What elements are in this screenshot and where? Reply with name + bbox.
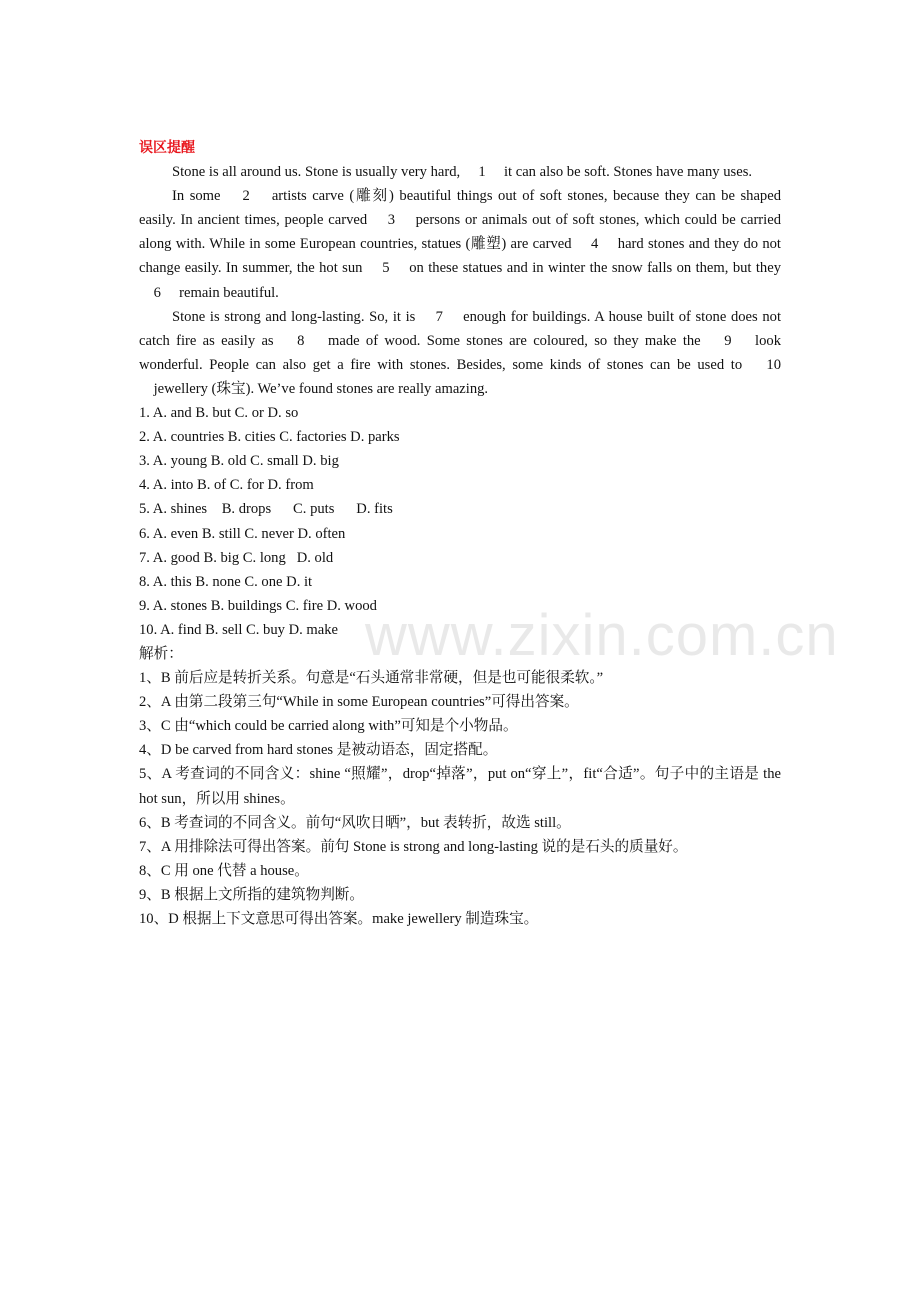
question-item: 9. A. stones B. buildings C. fire D. wood bbox=[139, 597, 377, 614]
document-body bbox=[139, 136, 781, 931]
analysis-item: 5、A 考查词的不同含义：shine “照耀”，drop“掉落”，put on“穿上”，fit“合适”。句子中的主语是 the hot sun，所以用 shines。 bbox=[139, 766, 781, 807]
analysis-item: 7、A 用排除法可得出答案。前句 Stone is strong and long-lasting 说的是石头的质量好。 bbox=[139, 838, 688, 855]
analysis-item: 2、A 由第二段第三句“While in some European countries”可得出答案。 bbox=[139, 694, 579, 711]
analysis-list bbox=[139, 666, 781, 931]
question-item: 7. A. good B. big C. long D. old bbox=[139, 549, 334, 566]
analysis-item: 8、C 用 one 代替 a house。 bbox=[139, 862, 309, 879]
analysis-item: 6、B 考查词的不同含义。前句“风吹日晒”，but 表转折，故选 still。 bbox=[139, 814, 571, 831]
analysis-item: 9、B 根据上文所指的建筑物判断。 bbox=[139, 886, 364, 903]
analysis-label: 解析： bbox=[139, 645, 183, 662]
passage-paragraph-1: Stone is all around us. Stone is usually very hard, 1 it can also be soft. Stones have many uses. bbox=[172, 164, 753, 181]
question-item: 10. A. find B. sell C. buy D. make bbox=[139, 621, 339, 638]
watermark: www.zixin.com.cn bbox=[365, 603, 839, 668]
question-item: 1. A. and B. but C. or D. so bbox=[139, 405, 299, 422]
question-item: 3. A. young B. old C. small D. big bbox=[139, 453, 339, 470]
passage-paragraph-3: Stone is strong and long-lasting. So, it is 7 enough for buildings. A house built of stone does not catch fire as easily as 8 made of wood. Some stones are coloured, so they make the 9 look wonderful. People can also get a fire with stones. Besides, some kinds of stones can be used to 10 jewellery (珠宝). We’ve found stones are really amazing. bbox=[139, 308, 781, 397]
section-heading: 误区提醒 bbox=[139, 140, 195, 156]
analysis-item: 4、D be carved from hard stones 是被动语态，固定搭配。 bbox=[139, 742, 498, 759]
question-list bbox=[139, 401, 781, 642]
question-item: 5. A. shines B. drops C. puts D. fits bbox=[139, 501, 393, 518]
question-item: 8. A. this B. none C. one D. it bbox=[139, 573, 313, 590]
analysis-item: 3、C 由“which could be carried along with”可知是个小物品。 bbox=[139, 718, 518, 735]
analysis-item: 10、D 根据上下文意思可得出答案。make jewellery 制造珠宝。 bbox=[139, 911, 539, 927]
passage-paragraph-2: In some 2 artists carve (雕刻) beautiful things out of soft stones, because they can be shaped easily. In ancient times, people carved 3 persons or animals out of soft stones, which could be carried along with. While in some European countries, statues (雕塑) are carved 4 hard stones and they do not change easily. In summer, the hot sun 5 on these statues and in winter the snow falls on them, but they 6 remain beautiful. bbox=[139, 188, 781, 301]
analysis-item: 1、B 前后应是转折关系。句意是“石头通常非常硬，但是也可能很柔软。” bbox=[139, 670, 604, 687]
question-item: 6. A. even B. still C. never D. often bbox=[139, 525, 346, 542]
question-item: 4. A. into B. of C. for D. from bbox=[139, 477, 314, 494]
question-item: 2. A. countries B. cities C. factories D. parks bbox=[139, 429, 400, 446]
